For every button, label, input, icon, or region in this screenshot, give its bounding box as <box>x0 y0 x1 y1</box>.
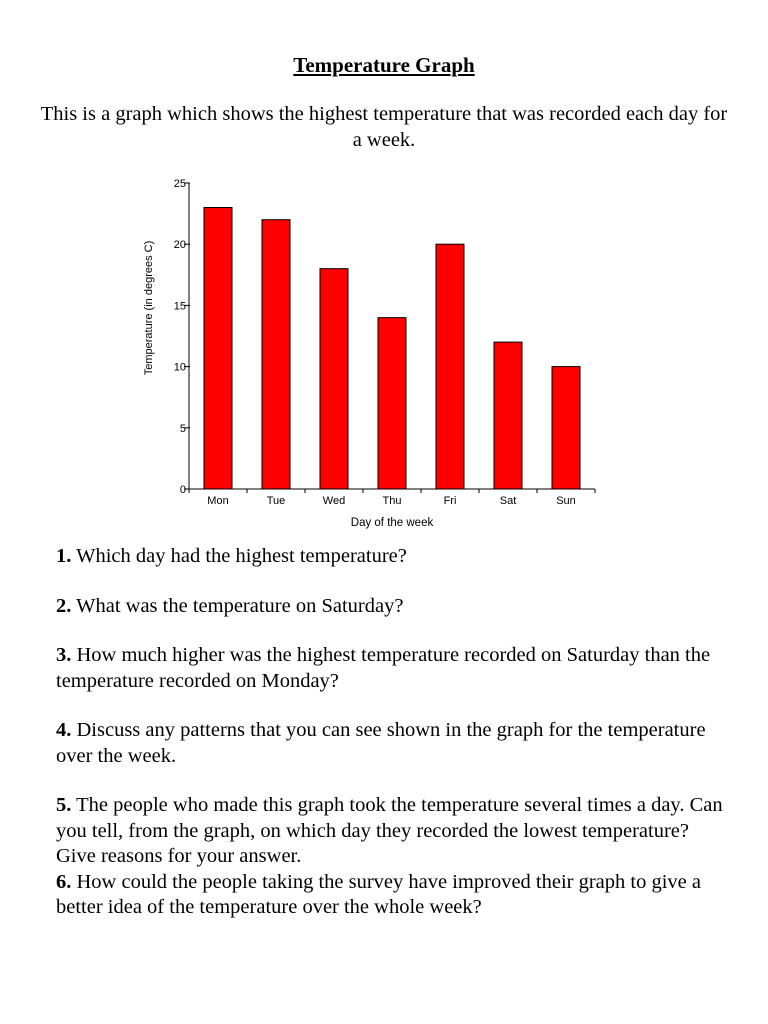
question-4 <box>56 718 726 769</box>
question-text: Discuss any patterns that you can see shown in the graph for the temperature over the week. <box>56 719 706 767</box>
question-number: 3. <box>56 644 72 666</box>
y-tick-label: 25 <box>173 178 186 190</box>
question-text: What was the temperature on Saturday? <box>71 594 404 617</box>
question-text: How could the people taking the survey have improved their graph to give a better idea of the temperature over the whole week? <box>56 870 701 918</box>
bar-wed <box>320 269 348 489</box>
question-text: Which day had the highest temperature? <box>71 545 407 567</box>
question-6 <box>56 870 726 921</box>
bar-mon <box>204 207 232 489</box>
question-number: 4. <box>56 719 72 741</box>
intro-text: This is a graph which shows the highest temperature that was recorded each day for a week. <box>40 103 728 151</box>
question-1 <box>56 544 726 570</box>
question-3 <box>56 643 726 694</box>
bar-tue <box>262 220 290 489</box>
y-tick-label: 5 <box>179 422 186 435</box>
y-tick-label: 0 <box>179 484 186 496</box>
y-tick-label: 10 <box>173 361 186 374</box>
question-5 <box>56 793 726 870</box>
question-number: 2. <box>56 594 72 617</box>
bar-sat <box>494 342 522 489</box>
y-tick-label: 15 <box>173 300 186 313</box>
question-2 <box>56 594 726 620</box>
question-text: How much higher was the highest temperature recorded on Saturday than the temperature recorded on Monday? <box>56 644 711 692</box>
bar-sun <box>552 367 580 489</box>
bar-fri <box>436 244 464 489</box>
x-tick-label: Sat <box>499 495 517 507</box>
x-tick-label: Wed <box>322 495 346 507</box>
x-axis-label: Day of the week <box>350 517 434 529</box>
bar-thu <box>378 318 406 489</box>
y-tick-label: 20 <box>173 239 186 252</box>
questions-list <box>56 544 726 921</box>
page-title: Temperature Graph <box>293 53 475 77</box>
x-tick-label: Fri <box>443 495 457 507</box>
question-number: 1. <box>56 545 72 567</box>
question-number: 6. <box>56 870 72 893</box>
question-number: 5. <box>56 794 72 816</box>
x-tick-label: Mon <box>207 495 229 507</box>
question-text: The people who made this graph took the temperature several times a day. Can you tell, from the graph, on which day they recorded the lowest temperature? Give reasons for your answer. <box>56 794 723 867</box>
x-tick-label: Tue <box>266 495 286 507</box>
temperature-bar-chart <box>130 170 610 540</box>
x-tick-label: Sun <box>556 495 576 507</box>
y-axis-label: Temperature (in degrees C) <box>143 240 155 376</box>
x-tick-label: Thu <box>382 495 402 507</box>
